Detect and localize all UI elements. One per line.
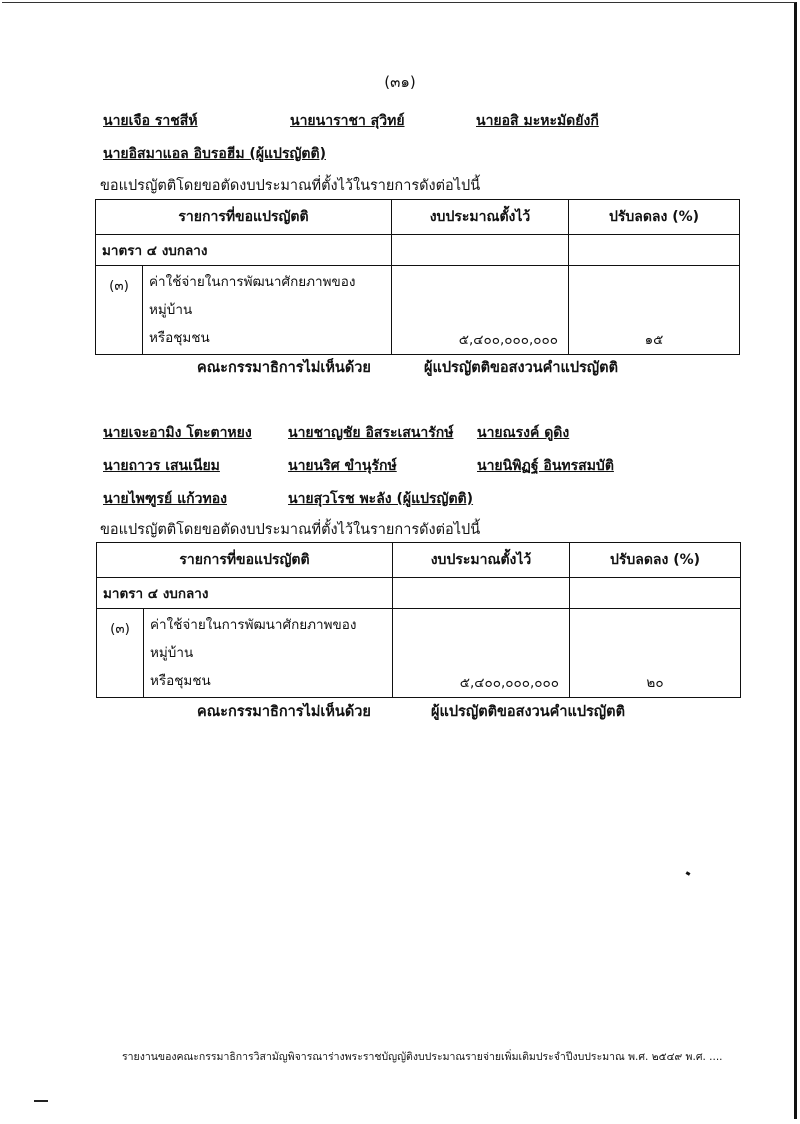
amendment-intro: ขอแปรญัตติโดยขอตัดงบประมาณที่ตั้งไว้ในรายการดังต่อไปนี้ [100, 522, 481, 538]
empty-cell [569, 235, 740, 266]
empty-cell [393, 578, 570, 609]
header-budget: งบประมาณตั้งไว้ [393, 543, 570, 578]
item-number: (๓) [97, 609, 144, 698]
item-desc-line: ค่าใช้จ่ายในการพัฒนาศักยภาพของหมู่บ้าน [149, 274, 356, 318]
budget-amount: ๕,๔๐๐,๐๐๐,๐๐๐ [392, 266, 569, 355]
amendment-table [96, 542, 741, 698]
amendment-intro: ขอแปรญัตติโดยขอตัดงบประมาณที่ตั้งไว้ในรายการดังต่อไปนี้ [100, 178, 481, 194]
member-name: นายเจะอามิง โตะตาหยง [103, 425, 252, 441]
reduction-percent: ๒๐ [570, 609, 741, 698]
page-number: (๓๑) [384, 73, 416, 91]
header-item: รายการที่ขอแปรญัตติ [96, 200, 392, 235]
committee-resolution: คณะกรรมาธิการไม่เห็นด้วย [197, 704, 371, 720]
item-description [144, 609, 393, 698]
reduction-percent: ๑๕ [569, 266, 740, 355]
member-name: นายนาราชา สุวิทย์ [290, 113, 405, 129]
proposer-reservation: ผู้แปรญัตติขอสงวนคำแปรญัตติ [424, 360, 618, 376]
member-name: นายนิพิฏฐ์ อินทรสมบัติ [477, 458, 614, 474]
item-desc-line: หรือชุมชน [150, 673, 211, 689]
amendment-table [95, 199, 740, 355]
report-footer: รายงานของคณะกรรมาธิการวิสามัญพิจารณาร่างพระราชบัญญัติงบประมาณรายจ่ายเพิ่มเติมประจำปีงบประมาณ พ.ศ. ๒๕๔๙ พ.ศ. .... [122, 1051, 723, 1063]
proposer-reservation: ผู้แปรญัตติขอสงวนคำแปรญัตติ [431, 704, 625, 720]
empty-cell [392, 235, 569, 266]
member-name: นายชาญชัย อิสระเสนารักษ์ [288, 425, 454, 441]
section-label: มาตรา ๔ งบกลาง [96, 235, 392, 266]
header-budget: งบประมาณตั้งไว้ [392, 200, 569, 235]
member-name-proposer: นายอิสมาแอล อิบรอฮีม (ผู้แปรญัตติ) [103, 146, 326, 162]
item-number: (๓) [96, 266, 143, 355]
header-item: รายการที่ขอแปรญัตติ [97, 543, 393, 578]
section-label: มาตรา ๔ งบกลาง [97, 578, 393, 609]
item-desc-line: หรือชุมชน [149, 330, 210, 346]
member-name: นายเจือ ราชสีห์ [103, 113, 198, 129]
item-description [143, 266, 392, 355]
scan-mark [34, 1100, 48, 1102]
member-name: นายณรงค์ ดูดิง [477, 425, 570, 441]
committee-resolution: คณะกรรมาธิการไม่เห็นด้วย [197, 360, 371, 376]
budget-amount: ๕,๔๐๐,๐๐๐,๐๐๐ [393, 609, 570, 698]
member-name: นายนริศ ขำนุรักษ์ [288, 458, 397, 474]
header-reduction: ปรับลดลง (%) [570, 543, 741, 578]
item-desc-line: ค่าใช้จ่ายในการพัฒนาศักยภาพของหมู่บ้าน [150, 617, 357, 661]
member-name: นายอสิ มะหะมัดยังกี [476, 113, 599, 129]
header-reduction: ปรับลดลง (%) [569, 200, 740, 235]
member-name-proposer: นายสุวโรช พะลัง (ผู้แปรญัตติ) [288, 491, 474, 507]
empty-cell [570, 578, 741, 609]
member-name: นายถาวร เสนเนียม [103, 458, 220, 474]
member-name: นายไพฑูรย์ แก้วทอง [103, 491, 227, 507]
